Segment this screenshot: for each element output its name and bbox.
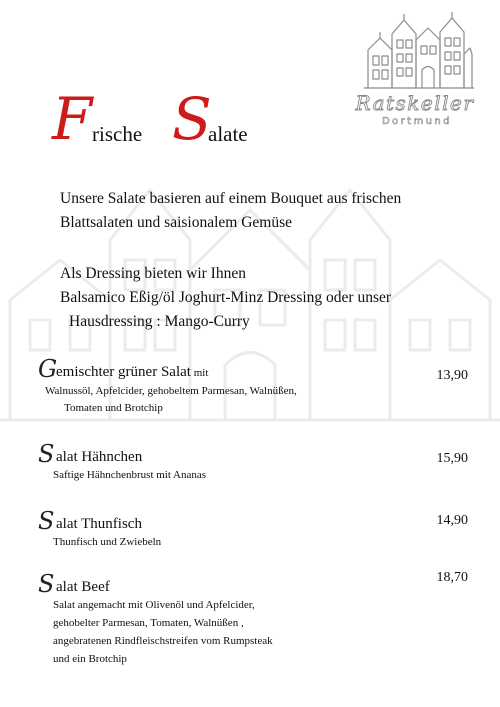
item-description-line: Tomaten und Brotchip <box>64 402 163 414</box>
item-price: 18,70 <box>436 570 468 585</box>
item-name-text: emischter grüner Salat <box>56 364 191 380</box>
item-initial: S <box>38 440 55 468</box>
item-description-line: Walnussöl, Apfelcider, gehobeltem Parmesan, Walnüßen, <box>45 385 297 397</box>
item-description-line: Saftige Hähnchenbrust mit Ananas <box>53 469 207 481</box>
item-initial: S <box>38 507 55 535</box>
item-description-line: Thunfisch und Zwiebeln <box>53 536 162 548</box>
logo-name: Ratskeller <box>355 91 475 115</box>
logo-city: Dortmund <box>382 116 452 127</box>
item-description-line: gehobelter Parmesan, Tomaten, Walnüßen , <box>53 617 244 629</box>
dressing-text: Als Dressing bieten wir Ihnen <box>60 265 246 282</box>
item-initial: S <box>38 570 55 598</box>
dressing-text: Hausdressing : Mango-Curry <box>69 313 250 330</box>
town-hall-drawing-icon <box>364 10 474 90</box>
dressing-text: Balsamico Eßig/öl Joghurt-Minz Dressing oder unser <box>60 289 392 306</box>
intro-text: Blattsalaten und saisionalem Gemüse <box>60 214 293 231</box>
title-initial: S <box>172 85 212 153</box>
item-initial: G <box>38 355 58 383</box>
title-initial: F <box>52 85 93 153</box>
title-word-rest: rische <box>92 122 143 146</box>
ratskeller-logo <box>340 10 490 132</box>
title-word-rest: alate <box>208 122 248 146</box>
item-name: alat Beef <box>56 579 110 595</box>
item-price: 14,90 <box>436 513 468 528</box>
item-description-line: Salat angemacht mit Olivenöl und Apfelcider, <box>53 599 255 611</box>
page-title <box>48 86 308 166</box>
intro-text: Unsere Salate basieren auf einem Bouquet aus frischen <box>60 190 402 207</box>
item-price: 15,90 <box>436 451 468 466</box>
item-name <box>56 363 208 382</box>
item-description-line: und ein Brotchip <box>53 653 127 665</box>
item-description-line: angebratenen Rindfleischstreifen vom Rumpsteak <box>53 635 273 647</box>
item-name: alat Thunfisch <box>56 516 142 532</box>
item-name: alat Hähnchen <box>56 449 143 465</box>
item-name-suffix: mit <box>190 367 209 379</box>
item-price: 13,90 <box>436 368 468 383</box>
